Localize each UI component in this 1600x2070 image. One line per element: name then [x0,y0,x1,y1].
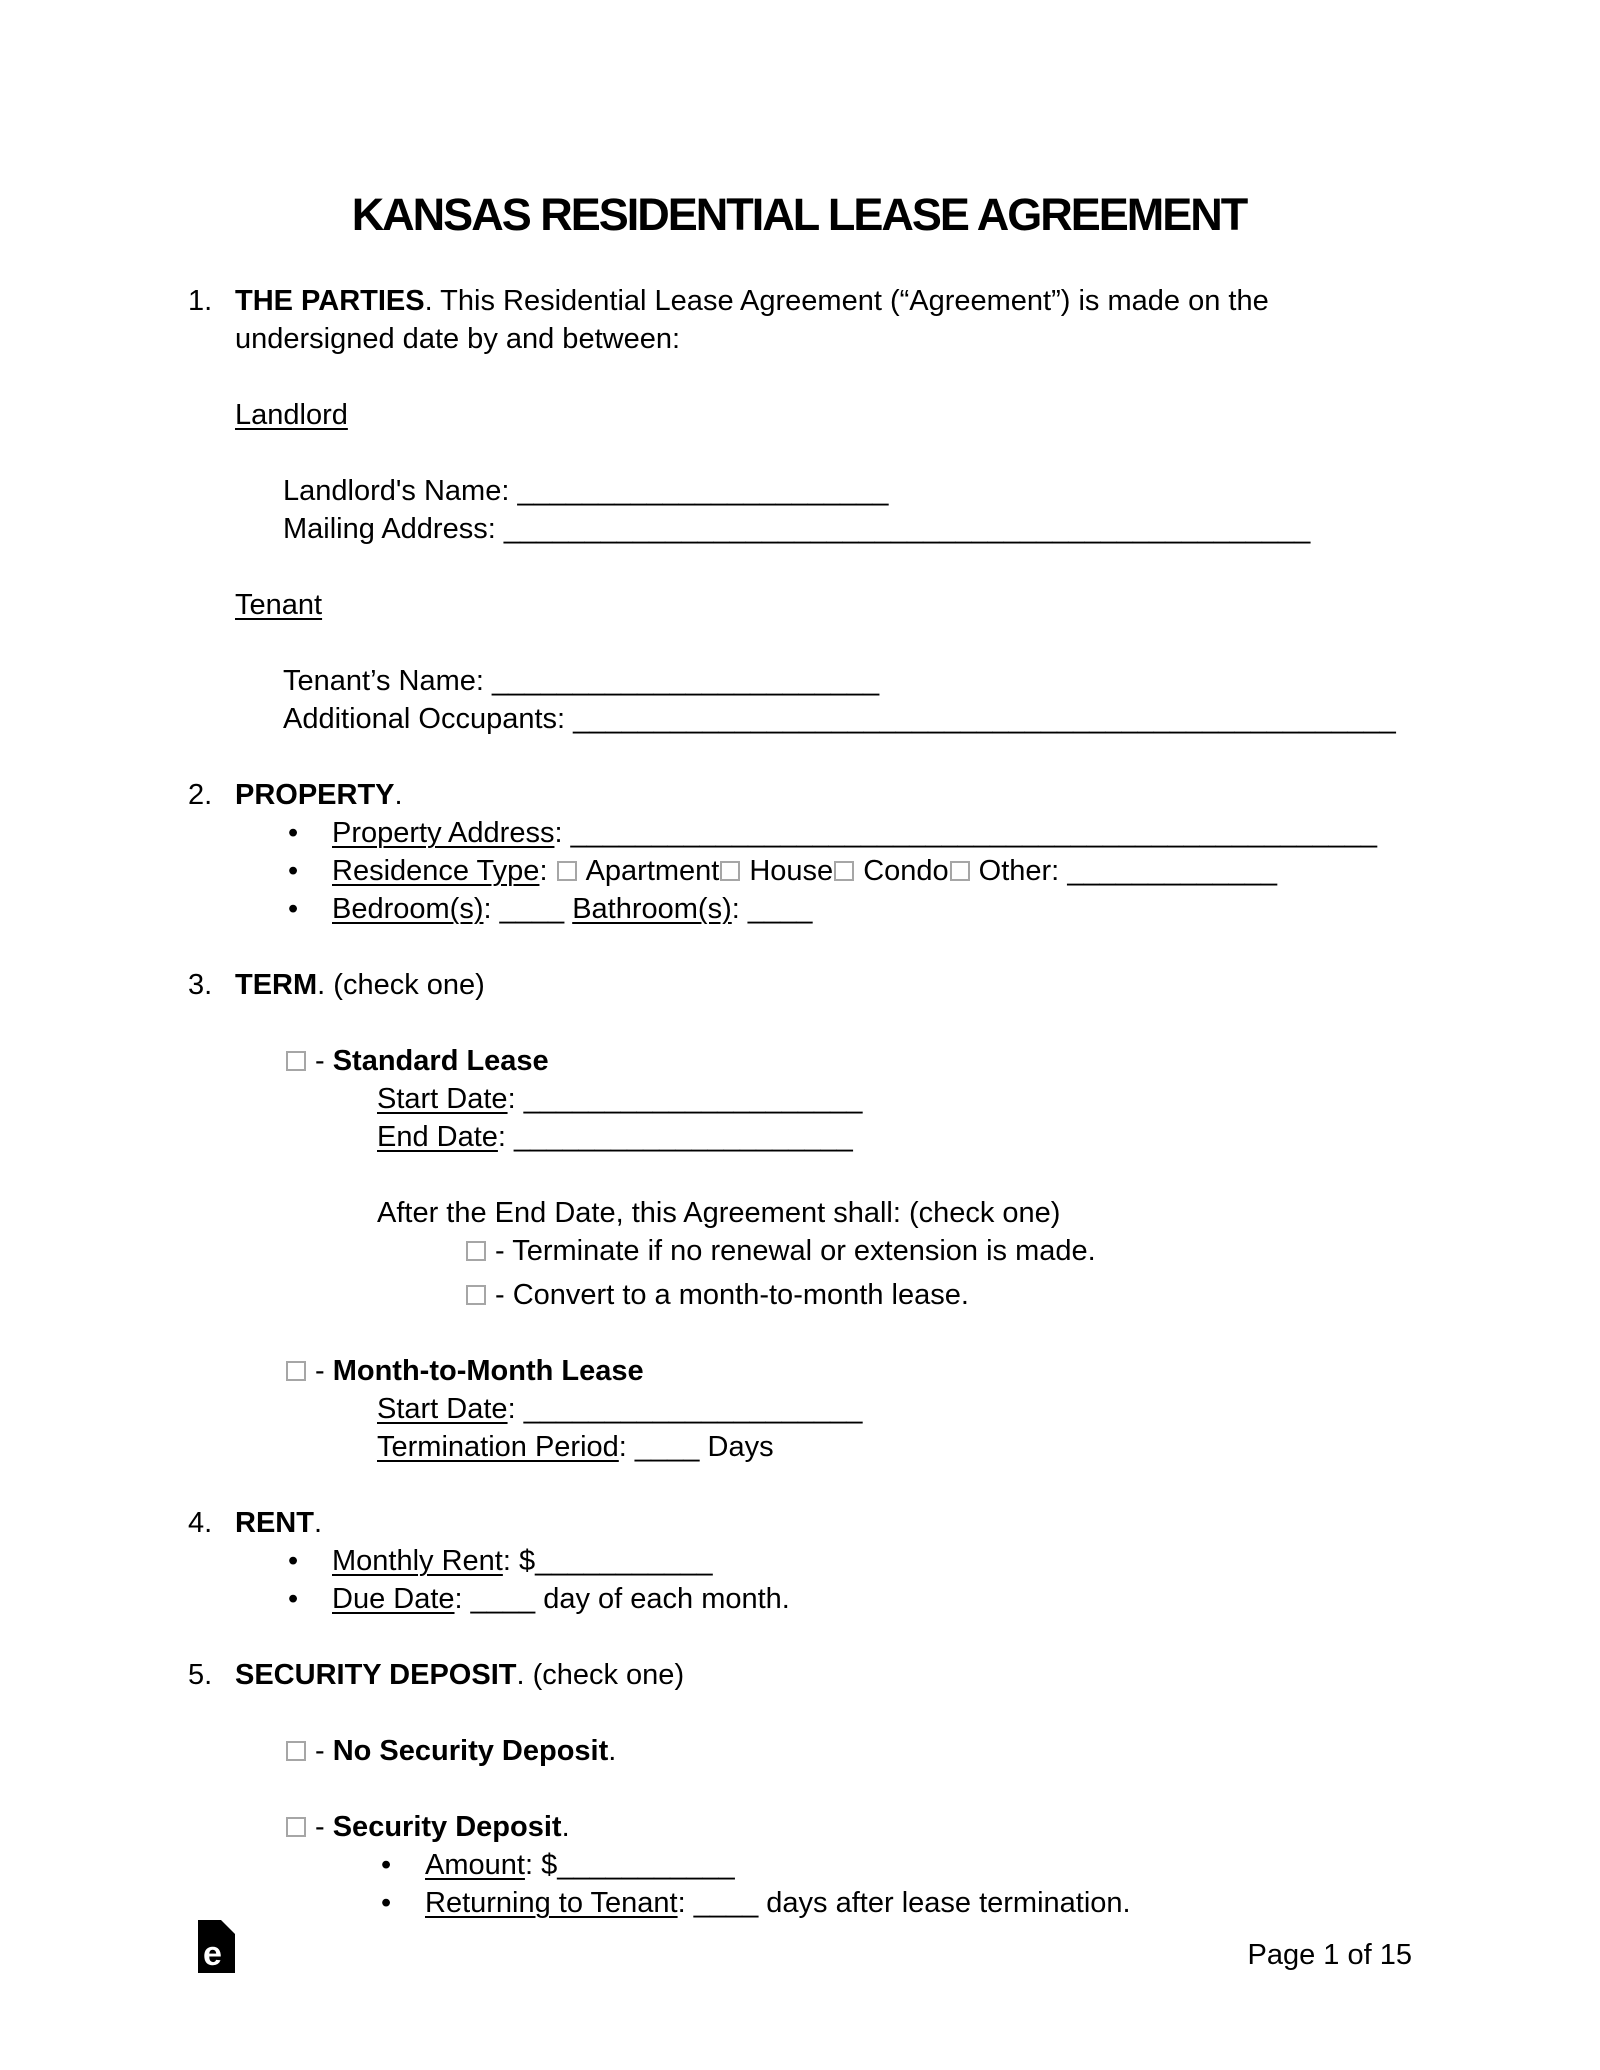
month-to-month-line [285,1352,1410,1390]
section-security-deposit [188,1656,1410,1922]
section-number: 1. [188,285,213,317]
tenant-heading [235,586,1410,624]
text-run: . [561,1811,570,1843]
field-label: Residence Type [332,855,540,887]
option-label: Apartment [585,855,720,887]
section-rent [188,1504,1410,1618]
colon: : [507,1393,524,1425]
section-heading: PROPERTY [235,779,395,811]
residence-other-field[interactable]: _____________ [1067,855,1277,887]
text-run: undersigned date by and between: [235,323,681,355]
standard-start-date-line [377,1080,1410,1118]
spacer [188,738,1410,776]
landlord-name-line [283,472,1410,510]
due-date-item [332,1580,1410,1618]
section-heading: TERM [235,969,318,1001]
colon: : [618,1431,635,1463]
dollar: : $ [502,1545,536,1577]
after-end-date-line [377,1194,1410,1232]
additional-occupants-field[interactable]: ___________________________________________________ [573,703,1396,735]
option-label: Terminate if no renewal or extension is made. [512,1235,1096,1267]
field-label: Termination Period [377,1431,619,1463]
section-number: 5. [188,1659,213,1691]
section-property [188,776,1410,928]
field-label: Landlord's Name: [283,475,518,507]
field-label: Bathroom(s) [572,893,732,925]
field-label: Returning to Tenant [425,1887,678,1919]
convert-checkbox[interactable] [466,1285,486,1305]
spacer [235,1694,1410,1732]
landlord-heading [235,396,1410,434]
spacer [188,928,1410,966]
monthly-rent-item [332,1542,1410,1580]
dash: - [315,1355,333,1387]
field-label: End Date [377,1121,498,1153]
colon: : [539,855,556,887]
option-heading: Standard Lease [332,1045,549,1077]
residence-other-checkbox[interactable] [950,861,970,881]
parties-intro-line2 [235,320,1410,358]
security-deposit-heading-line [235,1656,1410,1694]
termination-period-line [377,1428,1410,1466]
additional-occupants-line [283,700,1410,738]
text-run: . [394,779,403,811]
dash: - [315,1045,333,1077]
mtm-start-date-field[interactable]: _____________________ [523,1393,863,1425]
residence-house-checkbox[interactable] [720,861,740,881]
page-title: KANSAS RESIDENTIAL LEASE AGREEMENT [351,189,1247,240]
page-number: Page 1 of 15 [1247,1939,1412,1971]
colon: : [677,1887,694,1919]
text-run: . (check one) [516,1659,685,1691]
mailing-address-field[interactable]: __________________________________________________ [503,513,1311,545]
field-label: Property Address [332,817,555,849]
text-run: . [313,1507,323,1539]
dash: - [315,1811,333,1843]
option-heading: Security Deposit [332,1811,562,1843]
standard-lease-checkbox[interactable] [286,1051,306,1071]
spacer [188,1466,1410,1504]
spacer [235,358,1410,396]
dollar: : $ [524,1849,558,1881]
deposit-amount-field[interactable]: ___________ [557,1849,735,1881]
field-label: Additional Occupants: [283,703,574,735]
terminate-option-line [465,1232,1410,1270]
no-security-deposit-checkbox[interactable] [286,1741,306,1761]
section-body [235,966,1410,1466]
section-number: 2. [188,779,213,811]
rent-heading-line [235,1504,1410,1542]
deposit-amount-item [425,1846,1410,1884]
dash: - [315,1735,333,1767]
text-run: day of each month. [535,1583,790,1615]
text-run: Days [699,1431,774,1463]
due-date-field[interactable]: ____ [470,1583,536,1615]
field-label: Start Date [377,1393,508,1425]
eforms-logo-letter: e [203,1935,222,1973]
space [564,893,572,925]
option-label: House [749,855,834,887]
property-heading-line [235,776,1410,814]
section-heading: SECURITY DEPOSIT [235,1659,517,1691]
monthly-rent-field[interactable]: ___________ [535,1545,713,1577]
section-body [235,776,1410,928]
property-address-field[interactable]: __________________________________________________ [570,817,1377,849]
field-label: Tenant’s Name: [283,665,493,697]
terminate-checkbox[interactable] [466,1241,486,1261]
option-label: Condo [863,855,949,887]
spacer [235,548,1410,586]
text-run: . (check one) [317,969,485,1001]
termination-period-field[interactable]: ____ [634,1431,700,1463]
spacer [188,1618,1410,1656]
landlord-name-field[interactable]: _______________________ [517,475,889,507]
spacer [235,434,1410,472]
security-deposit-line [285,1808,1410,1846]
field-label: Amount [425,1849,525,1881]
heading-label: Landlord [235,399,348,431]
field-label: Bedroom(s) [332,893,484,925]
colon: : [454,1583,471,1615]
month-to-month-checkbox[interactable] [286,1361,306,1381]
deposit-return-item [425,1884,1410,1922]
dash: - [495,1279,513,1311]
text-run: After the End Date, this Agreement shall: (check one) [377,1197,1061,1229]
colon: : [731,893,748,925]
standard-lease-line [285,1042,1410,1080]
section-term [188,966,1410,1466]
option-label: Other: [978,855,1068,887]
bedrooms-field[interactable]: ____ [499,893,565,925]
spacer [235,1770,1410,1808]
colon: : [483,893,500,925]
section-heading: RENT [235,1507,314,1539]
colon: : [507,1083,524,1115]
text-run: . [608,1735,617,1767]
heading-label: Tenant [235,589,323,621]
field-label: Due Date [332,1583,455,1615]
property-list [235,814,1410,928]
section-body [235,1656,1410,1922]
colon: : [497,1121,515,1153]
text-run: days after lease termination. [758,1887,1131,1919]
field-label: Monthly Rent [332,1545,503,1577]
residence-condo-checkbox[interactable] [834,861,854,881]
colon: : [554,817,571,849]
parties-intro-line1 [235,282,1410,320]
tenant-name-field[interactable]: ________________________ [492,665,880,697]
convert-option-line [465,1276,1410,1314]
spacer [235,624,1410,662]
bathrooms-field[interactable]: ____ [747,893,813,925]
field-label: Start Date [377,1083,508,1115]
field-label: Mailing Address: [283,513,504,545]
no-security-deposit-line [285,1732,1410,1770]
mailing-address-line [283,510,1410,548]
spacer [235,1004,1410,1042]
spacer [235,1156,1410,1194]
security-deposit-list [235,1846,1410,1922]
term-heading-line [235,966,1410,1004]
residence-type-item [332,852,1410,890]
section-body [235,282,1410,738]
deposit-return-days-field[interactable]: ____ [693,1887,759,1919]
standard-end-date-field[interactable]: _____________________ [514,1121,853,1153]
text-run: . This Residential Lease Agreement (“Agreement”) is made on the [424,285,1269,317]
mtm-start-date-line [377,1390,1410,1428]
bedrooms-bathrooms-item [332,890,1410,928]
section-the-parties [188,282,1410,738]
spacer [235,1314,1410,1352]
standard-end-date-line [377,1118,1410,1156]
eforms-logo [198,1920,235,1973]
rent-list [235,1542,1410,1618]
security-deposit-checkbox[interactable] [286,1817,306,1837]
option-heading: No Security Deposit [332,1735,609,1767]
residence-apartment-checkbox[interactable] [557,861,577,881]
option-heading: Month-to-Month Lease [332,1355,644,1387]
property-address-item [332,814,1410,852]
standard-start-date-field[interactable]: _____________________ [523,1083,863,1115]
section-heading: THE PARTIES [235,285,425,317]
section-number: 4. [188,1507,213,1539]
section-number: 3. [188,969,213,1001]
tenant-name-line [283,662,1410,700]
option-label: Convert to a month-to-month lease. [512,1279,969,1311]
section-body [235,1504,1410,1618]
dash: - [495,1235,513,1267]
